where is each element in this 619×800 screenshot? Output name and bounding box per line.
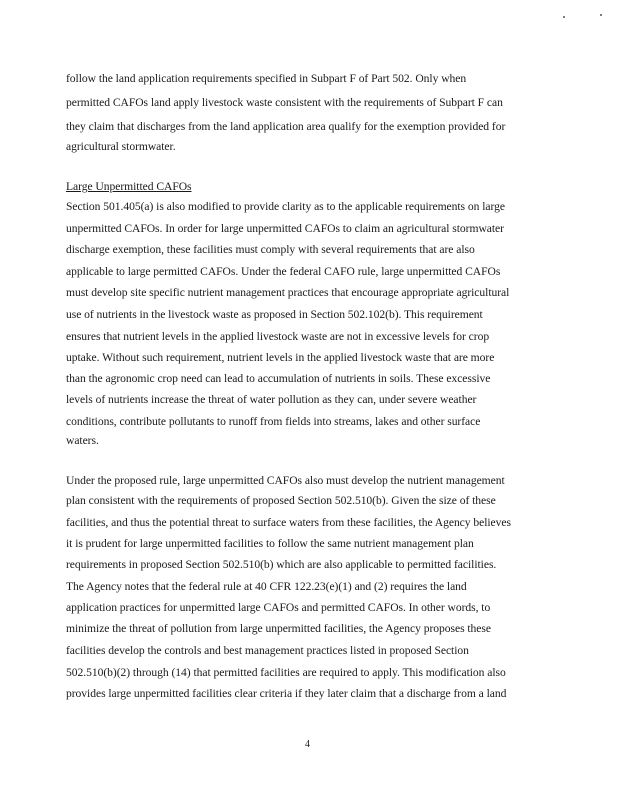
paragraph-2-line: Section 501.405(a) is also modified to provide clarity as to the applicable requirements on large <box>66 200 505 213</box>
paragraph-3-line: The Agency notes that the federal rule at 40 CFR 122.23(e)(1) and (2) requires the land <box>66 580 467 593</box>
paragraph-2-line: use of nutrients in the livestock waste as proposed in Section 502.102(b). This requirement <box>66 308 483 321</box>
paragraph-3-line: 502.510(b)(2) through (14) that permitted facilities are required to apply. This modification also <box>66 666 506 679</box>
paragraph-1-line: agricultural stormwater. <box>66 140 176 153</box>
paragraph-3-line: minimize the threat of pollution from large unpermitted facilities, the Agency proposes these <box>66 622 491 635</box>
paragraph-1-line: permitted CAFOs land apply livestock waste consistent with the requirements of Subpart F can <box>66 96 503 109</box>
scan-speck <box>600 14 602 16</box>
paragraph-2-line: levels of nutrients increase the threat of water pollution as they can, under severe weather <box>66 393 477 406</box>
paragraph-2-line: discharge exemption, these facilities must comply with several requirements that are also <box>66 243 475 256</box>
paragraph-2-line: must develop site specific nutrient management practices that encourage appropriate agricultural <box>66 286 510 299</box>
paragraph-3-line: facilities, and thus the potential threat to surface waters from these facilities, the Agency believes <box>66 516 511 529</box>
paragraph-2-line: ensures that nutrient levels in the applied livestock waste are not in excessive levels for crop <box>66 330 490 343</box>
paragraph-1-line: follow the land application requirements specified in Subpart F of Part 502. Only when <box>66 72 467 85</box>
paragraph-2-line: waters. <box>66 434 99 447</box>
paragraph-2-line: than the agronomic crop need can lead to accumulation of nutrients in soils. These excessive <box>66 372 491 385</box>
paragraph-3-line: facilities develop the controls and best management practices listed in proposed Section <box>66 644 469 657</box>
paragraph-3-line: requirements in proposed Section 502.510(b) which are also applicable to permitted facilities. <box>66 558 497 571</box>
section-heading: Large Unpermitted CAFOs <box>66 180 192 193</box>
paragraph-3-line: it is prudent for large unpermitted facilities to follow the same nutrient management plan <box>66 537 474 550</box>
scan-speck <box>563 16 565 18</box>
paragraph-3-line: application practices for unpermitted large CAFOs and permitted CAFOs. In other words, to <box>66 601 491 614</box>
paragraph-1-line: they claim that discharges from the land application area qualify for the exemption provided for <box>66 120 506 133</box>
paragraph-3-line: provides large unpermitted facilities clear criteria if they later claim that a discharge from a land <box>66 687 507 700</box>
paragraph-3-line: plan consistent with the requirements of proposed Section 502.510(b). Given the size of these <box>66 494 496 507</box>
paragraph-2-line: applicable to large permitted CAFOs. Under the federal CAFO rule, large unpermitted CAFOs <box>66 265 501 278</box>
paragraph-2-line: unpermitted CAFOs. In order for large unpermitted CAFOs to claim an agricultural stormwater <box>66 222 504 235</box>
page-number: 4 <box>305 739 310 750</box>
paragraph-3-line: Under the proposed rule, large unpermitted CAFOs also must develop the nutrient management <box>66 474 505 487</box>
paragraph-2-line: uptake. Without such requirement, nutrient levels in the applied livestock waste that are more <box>66 351 495 364</box>
paragraph-2-line: conditions, contribute pollutants to runoff from fields into streams, lakes and other surface <box>66 415 481 428</box>
